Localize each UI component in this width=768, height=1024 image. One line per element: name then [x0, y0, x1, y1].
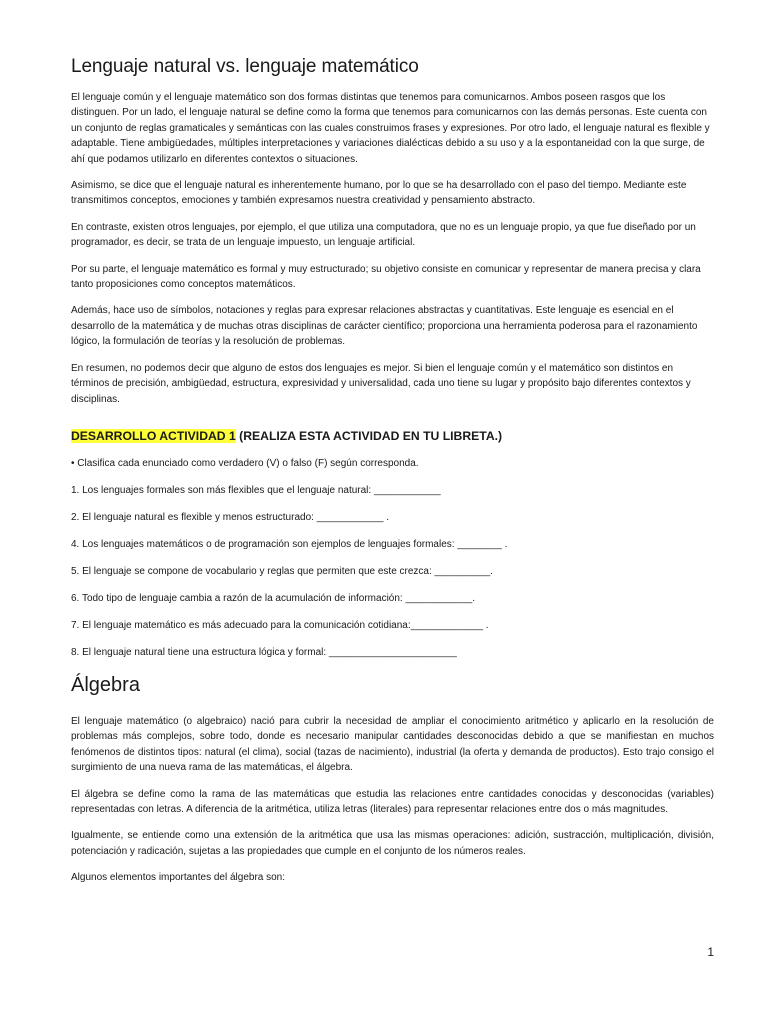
intro-paragraph: Asimismo, se dice que el lenguaje natural es inherentemente humano, por lo que se ha desarrollado con el paso del tiempo. Mediante este transmitimos conceptos, emociones y también expresamos nuestra creatividad y pensamiento abstracto.	[71, 180, 687, 207]
intro-paragraph: El lenguaje común y el lenguaje matemático son dos formas distintas que tenemos para comunicarnos. Ambos poseen rasgos que los distinguen. Por un lado, el lenguaje natural se define como la forma que tenemos para comunicarnos con las demás personas. Este cuenta con un conjunto de reglas gramaticales y semánticas con las cuales construimos frases y expresiones. Por otro lado, el lenguaje natural es flexible y adaptable. Tiene ambigüedades, múltiples interpretaciones y variaciones dialécticas debido a su uso y a la espontaneidad con la que surge, de ahí que podamos utilizarlo en diferentes contextos o situaciones.	[71, 92, 710, 165]
activity-item: 7. El lenguaje matemático es más adecuado para la comunicación cotidiana:_____________ .	[71, 619, 489, 631]
page-title: Lenguaje natural vs. lenguaje matemático	[71, 56, 419, 77]
algebra-heading: Álgebra	[71, 673, 140, 696]
activity-heading	[71, 429, 714, 443]
algebra-paragraph: El álgebra se define como la rama de las matemáticas que estudia las relaciones entre cantidades conocidas y desconocidas (variables) representadas con letras. A diferencia de la aritmética, utiliza letras (literales) para representar relaciones entre dos o más magnitudes.	[71, 788, 714, 815]
intro-paragraph: En contraste, existen otros lenguajes, por ejemplo, el que utiliza una computadora, que no es un lenguaje propio, ya que fue diseñado por un programador, es decir, se trata de un lenguaje impuesto, un lenguaje artificial.	[71, 221, 696, 249]
algebra-paragraph: Igualmente, se entiende como una extensión de la aritmética que usa las mismas operaciones: adición, sustracción, multiplicación, división, potenciación y radicación, sujetas a las propiedades que cumple en el conjunto de los números reales.	[71, 830, 714, 857]
intro-paragraph: Por su parte, el lenguaje matemático es formal y muy estructurado; su objetivo consiste en comunicar y representar de manera precisa y clara tanto proposiciones como conceptos matemáticos.	[71, 263, 701, 291]
activity-item: 2. El lenguaje natural es flexible y menos estructurado: ____________ .	[71, 511, 389, 523]
activity-item: 4. Los lenguajes matemáticos o de programación son ejemplos de lenguajes formales: ________ .	[71, 538, 508, 550]
algebra-paragraph: Algunos elementos importantes del álgebra son:	[71, 872, 286, 884]
intro-paragraph: Además, hace uso de símbolos, notaciones y reglas para expresar relaciones abstractas y cuantitativas. Este lenguaje es esencial en el desarrollo de la matemática y de muchas otras disciplinas de carácter científico; proporciona una herramienta poderosa para el razonamiento lógico, la formulación de teorías y la resolución de problemas.	[71, 305, 698, 348]
algebra-paragraph: El lenguaje matemático (o algebraico) nació para cubrir la necesidad de ampliar el conocimiento aritmético y aplicarlo en la resolución de problemas más complejos, sobre todo, donde es necesario manipular cantidades desconocidas debido a que se manifiestan en muchos fenómenos de distintos tipos: natural (el clima), social (tazas de nacimiento), industrial (la oferta y demanda de productos). Esto trajo consigo el surgimiento de una nueva rama de las matemáticas, el álgebra.	[71, 715, 714, 774]
page-number: 1	[707, 945, 714, 959]
activity-instruction-note: (REALIZA ESTA ACTIVIDAD EN TU LIBRETA.)	[239, 428, 503, 443]
intro-paragraph: En resumen, no podemos decir que alguno de estos dos lenguajes es mejor. Si bien el lenguaje común y el matemático son distintos en términos de precisión, ambigüedad, estructura, expresividad y universalidad, cada uno tiene su lugar y propósito bajo diferentes contextos y disciplinas.	[71, 362, 691, 405]
page-content	[71, 56, 714, 897]
activity-item: 5. El lenguaje se compone de vocabulario y reglas que permiten que este crezca: __________.	[71, 565, 493, 577]
activity-item: 8. El lenguaje natural tiene una estructura lógica y formal: _______________________	[71, 646, 457, 658]
activity-bullet-instruction: • Clasifica cada enunciado como verdadero (V) o falso (F) según corresponda.	[71, 457, 419, 469]
activity-item: 6. Todo tipo de lenguaje cambia a razón de la acumulación de información: ____________.	[71, 592, 475, 604]
activity-highlighted-label: DESARROLLO ACTIVIDAD 1	[71, 428, 236, 443]
activity-item: 1. Los lenguajes formales son más flexibles que el lenguaje natural: ____________	[71, 484, 441, 496]
